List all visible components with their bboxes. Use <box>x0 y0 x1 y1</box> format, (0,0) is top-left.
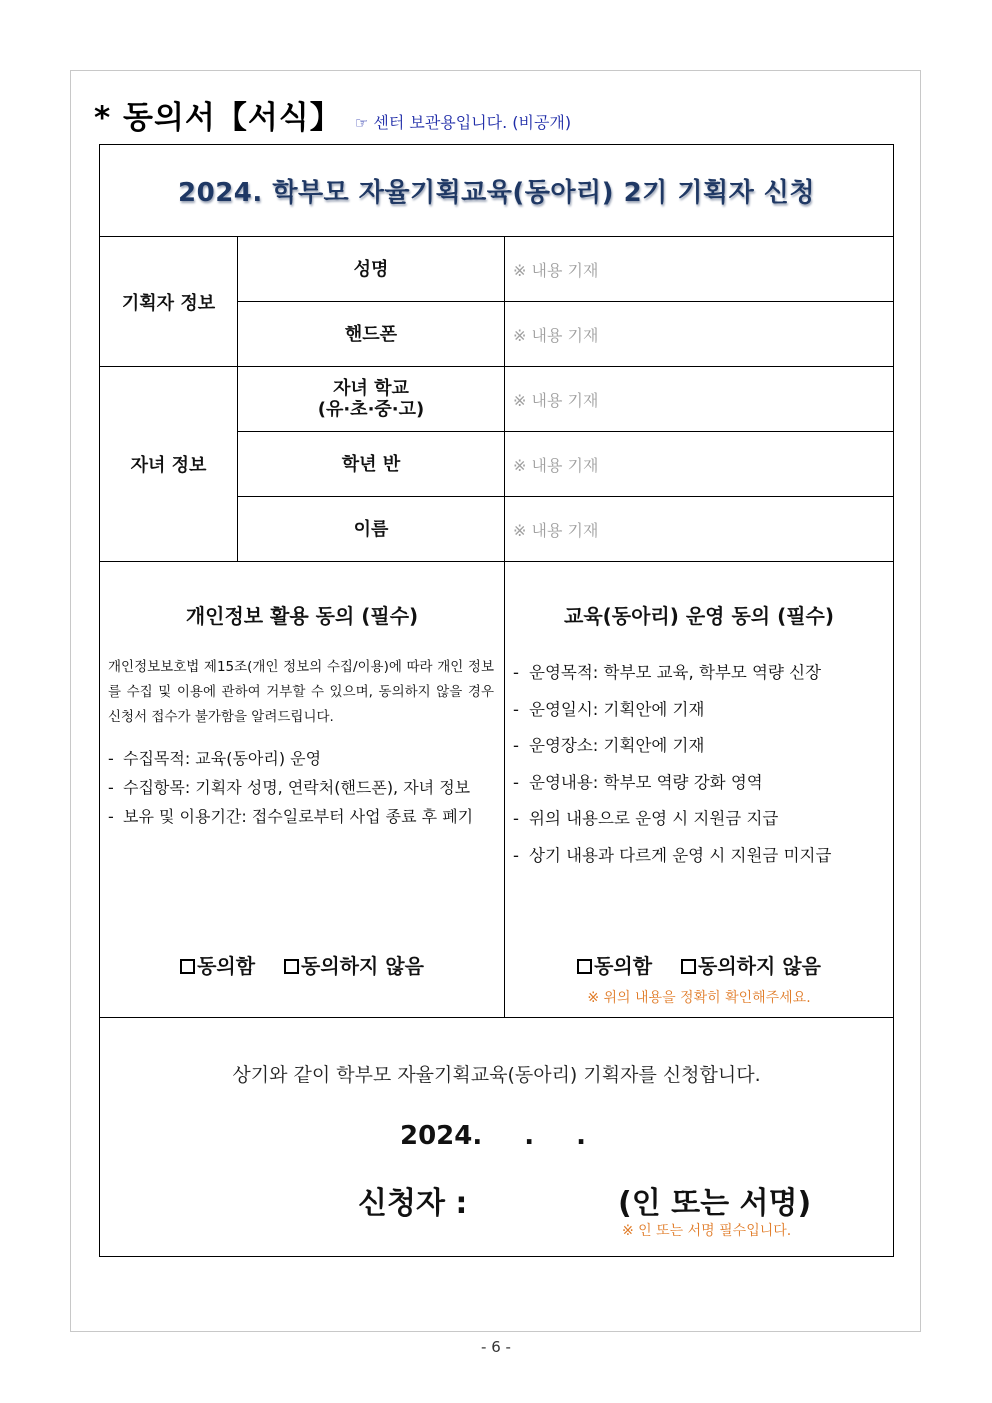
date-month-separator: . <box>524 1121 535 1151</box>
child-name-field[interactable]: ※ 내용 기재 <box>505 497 894 562</box>
consent-form-table <box>99 144 894 1257</box>
list-item-text: 운영일시: 기획안에 기재 <box>529 699 705 719</box>
application-date[interactable] <box>400 1121 586 1151</box>
list-item: - 위의 내용으로 운영 시 지원금 지급 <box>513 809 779 828</box>
child-school-field[interactable]: ※ 내용 기재 <box>505 367 894 432</box>
operation-disagree-checkbox[interactable] <box>681 950 821 979</box>
operation-disagree-label: 동의하지 않음 <box>698 954 821 978</box>
privacy-items-list <box>108 744 498 831</box>
child-grade-field[interactable]: ※ 내용 기재 <box>505 432 894 497</box>
operation-agree-label: 동의함 <box>594 954 653 978</box>
privacy-consent-description: 개인정보보호법 제15조(개인 정보의 수집/이용)에 따라 개인 정보를 수집 및 이용에 관하여 거부할 수 있으며, 동의하지 않을 경우 신청서 접수가 불가함을 알려드립니다. <box>108 659 494 725</box>
list-item: - 운영일시: 기획안에 기재 <box>513 699 705 719</box>
planner-phone-label: 핸드폰 <box>238 302 505 367</box>
privacy-disagree-label: 동의하지 않음 <box>301 954 424 978</box>
child-name-label: 이름 <box>238 497 505 562</box>
operation-items-list <box>513 655 887 874</box>
list-item-text: 수집목적: 교육(동아리) 운영 <box>123 749 322 768</box>
storage-note-text: 센터 보관용입니다. (비공개) <box>373 113 572 132</box>
list-item: - 수집목적: 교육(동아리) 운영 <box>108 749 322 768</box>
operation-consent-section <box>505 562 894 1018</box>
privacy-consent-section <box>100 562 505 1018</box>
seal-or-signature-field[interactable]: (인 또는 서명) <box>618 1186 812 1221</box>
operation-agree-checkbox[interactable] <box>577 950 652 979</box>
list-item: - 상기 내용과 다르게 운영 시 지원금 미지급 <box>513 845 832 865</box>
child-school-label-line2: (유·초·중·고) <box>317 399 425 420</box>
form-title-cell <box>100 145 894 237</box>
list-item: - 운영장소: 기획안에 기재 <box>513 736 705 755</box>
checkbox-square-icon <box>681 959 696 974</box>
planner-name-label: 성명 <box>238 237 505 302</box>
storage-note <box>355 113 571 132</box>
list-item-text: 보유 및 이용기간: 접수일로부터 사업 종료 후 폐기 <box>123 807 474 826</box>
applicant-label: 신청자 : <box>358 1186 468 1221</box>
child-grade-label: 학년 반 <box>238 432 505 497</box>
form-title: 2024. 학부모 자율기획교육(동아리) 2기 기획자 신청 <box>178 178 815 208</box>
operation-consent-title: 교육(동아리) 운영 동의 (필수) <box>564 604 834 628</box>
list-item-text: 상기 내용과 다르게 운영 시 지원금 미지급 <box>529 845 832 865</box>
privacy-choices <box>100 950 504 979</box>
operation-choices <box>505 950 893 979</box>
list-item: - 수집항목: 기획자 성명, 연락처(핸드폰), 자녀 정보 <box>108 778 471 797</box>
date-day-separator: . <box>576 1121 587 1151</box>
privacy-agree-label: 동의함 <box>197 954 256 978</box>
privacy-disagree-checkbox[interactable] <box>284 950 424 979</box>
privacy-consent-title: 개인정보 활용 동의 (필수) <box>185 604 419 628</box>
document-heading <box>94 92 571 137</box>
child-school-label-line1: 자녀 학교 <box>333 378 409 399</box>
list-item: - 운영내용: 학부모 역량 강화 영역 <box>513 772 763 792</box>
child-info-label: 자녀 정보 <box>100 367 238 562</box>
page-number: - 6 - <box>481 1338 511 1356</box>
planner-info-label: 기획자 정보 <box>100 237 238 367</box>
checkbox-square-icon <box>577 959 592 974</box>
list-item: - 운영목적: 학부모 교육, 학부모 역량 신장 <box>513 663 822 682</box>
list-item-text: 운영장소: 기획안에 기재 <box>529 736 705 755</box>
privacy-agree-checkbox[interactable] <box>180 950 255 979</box>
child-school-label <box>238 367 505 432</box>
list-item-text: 운영내용: 학부모 역량 강화 영역 <box>529 772 763 792</box>
list-item: - 보유 및 이용기간: 접수일로부터 사업 종료 후 폐기 <box>108 807 474 826</box>
checkbox-square-icon <box>284 959 299 974</box>
operation-notice: ※ 위의 내용을 정확히 확인해주세요. <box>587 990 811 1006</box>
planner-phone-field[interactable]: ※ 내용 기재 <box>505 302 894 367</box>
pointing-hand-icon: ☞ <box>354 114 369 132</box>
application-section <box>100 1018 894 1257</box>
form-heading: * 동의서【서식】 <box>94 100 342 136</box>
checkbox-square-icon <box>180 959 195 974</box>
list-item-text: 수집항목: 기획자 성명, 연락처(핸드폰), 자녀 정보 <box>123 778 471 797</box>
application-statement: 상기와 같이 학부모 자율기획교육(동아리) 기획자를 신청합니다. <box>232 1064 761 1086</box>
list-item-text: 운영목적: 학부모 교육, 학부모 역량 신장 <box>529 663 822 682</box>
planner-name-field[interactable]: ※ 내용 기재 <box>505 237 894 302</box>
date-year: 2024. <box>400 1121 483 1151</box>
list-item-text: 위의 내용으로 운영 시 지원금 지급 <box>529 809 779 828</box>
signature-required-note: ※ 인 또는 서명 필수입니다. <box>622 1223 792 1239</box>
